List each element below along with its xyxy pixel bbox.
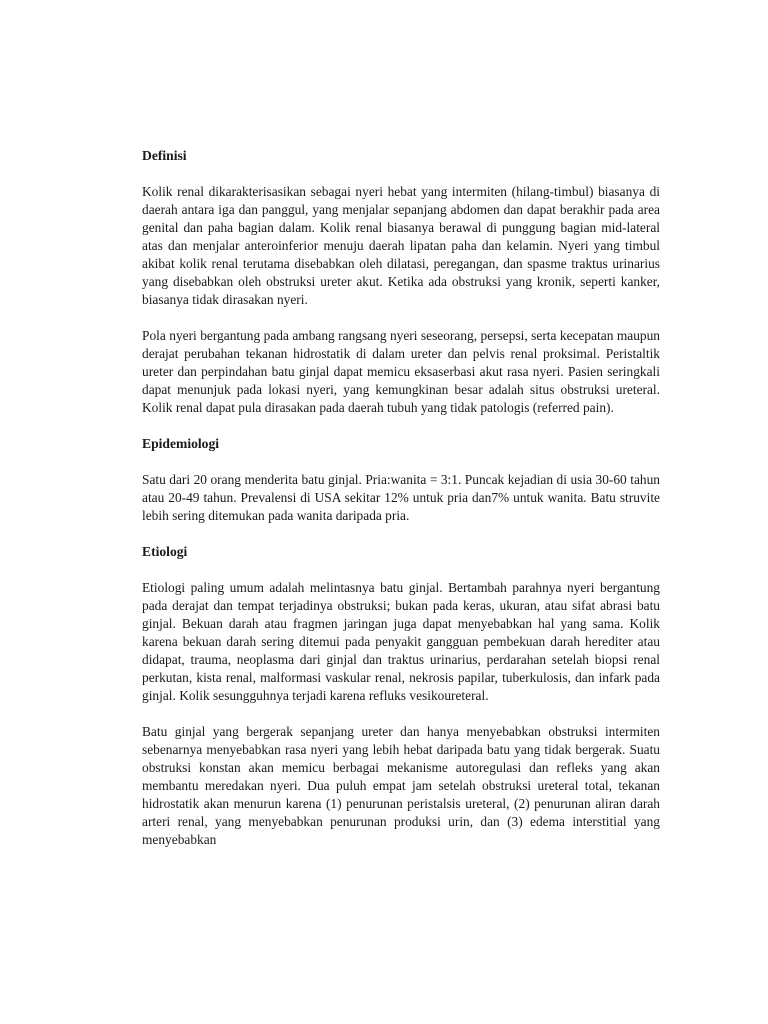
paragraph-epidemiologi-1: Satu dari 20 orang menderita batu ginjal. Pria:wanita = 3:1. Puncak kejadian di usia 30-60 tahun atau 20-49 tahun. Prevalensi di USA sekitar 12% untuk pria dan7% untuk wanita. Batu struvite lebih sering ditemukan pada wanita daripada pria. — [142, 472, 660, 523]
heading-definisi: Definisi — [142, 148, 187, 163]
heading-epidemiologi: Epidemiologi — [142, 436, 220, 451]
paragraph-definisi-1: Kolik renal dikarakterisasikan sebagai nyeri hebat yang intermiten (hilang-timbul) biasanya di daerah antara iga dan panggul, yang menjalar sepanjang abdomen dan dapat berakhir pada area genital dan paha bagian dalam. Kolik renal biasanya berawal di punggung bagian mid-lateral atas dan menjalar anteroinferior menuju daerah lipatan paha dan kelamin. Nyeri yang timbul akibat kolik renal terutama disebabkan oleh dilatasi, peregangan, dan spasme traktus urinarius yang disebabkan oleh obstruksi ureter akut. Ketika ada obstruksi yang kronik, seperti kanker, biasanya tidak dirasakan nyeri. — [142, 184, 660, 307]
paragraph-definisi-2: Pola nyeri bergantung pada ambang rangsang nyeri seseorang, persepsi, serta kecepatan maupun derajat perubahan tekanan hidrostatik di dalam ureter dan pelvis renal proksimal. Peristaltik ureter dan perpindahan batu ginjal dapat memicu eksaserbasi akut rasa nyeri. Pasien seringkali dapat menunjuk pada lokasi nyeri, yang kemungkinan besar adalah situs obstruksi ureteral. Kolik renal dapat pula dirasakan pada daerah tubuh yang tidak patologis (referred pain). — [142, 328, 660, 415]
paragraph-etiologi-1: Etiologi paling umum adalah melintasnya batu ginjal. Bertambah parahnya nyeri bergantung pada derajat dan tempat terjadinya obstruksi; bukan pada keras, ukuran, atau sifat abrasi batu ginjal. Bekuan darah atau fragmen jaringan juga dapat menyebabkan hal yang sama. Kolik karena bekuan darah sering ditemui pada penyakit gangguan pembekuan darah herediter atau didapat, trauma, neoplasma dari ginjal dan traktus urinarius, perdarahan setelah biopsi renal perkutan, kista renal, malformasi vaskular renal, nekrosis papilar, tuberkulosis, dan infark pada ginjal. Kolik sesungguhnya terjadi karena refluks vesikoureteral. — [142, 580, 660, 703]
heading-etiologi: Etiologi — [142, 544, 188, 559]
document-body — [142, 147, 660, 849]
paragraph-etiologi-2: Batu ginjal yang bergerak sepanjang ureter dan hanya menyebabkan obstruksi intermiten sebenarnya menyebabkan rasa nyeri yang lebih hebat daripada batu yang tidak bergerak. Suatu obstruksi konstan akan memicu berbagai mekanisme autoregulasi dan refleks yang akan membantu meredakan nyeri. Dua puluh empat jam setelah obstruksi ureteral total, tekanan hidrostatik akan menurun karena (1) penurunan peristalsis ureteral, (2) penurunan aliran darah arteri renal, yang menyebabkan penurunan produksi urin, dan (3) edema interstitial yang menyebabkan — [142, 724, 660, 847]
